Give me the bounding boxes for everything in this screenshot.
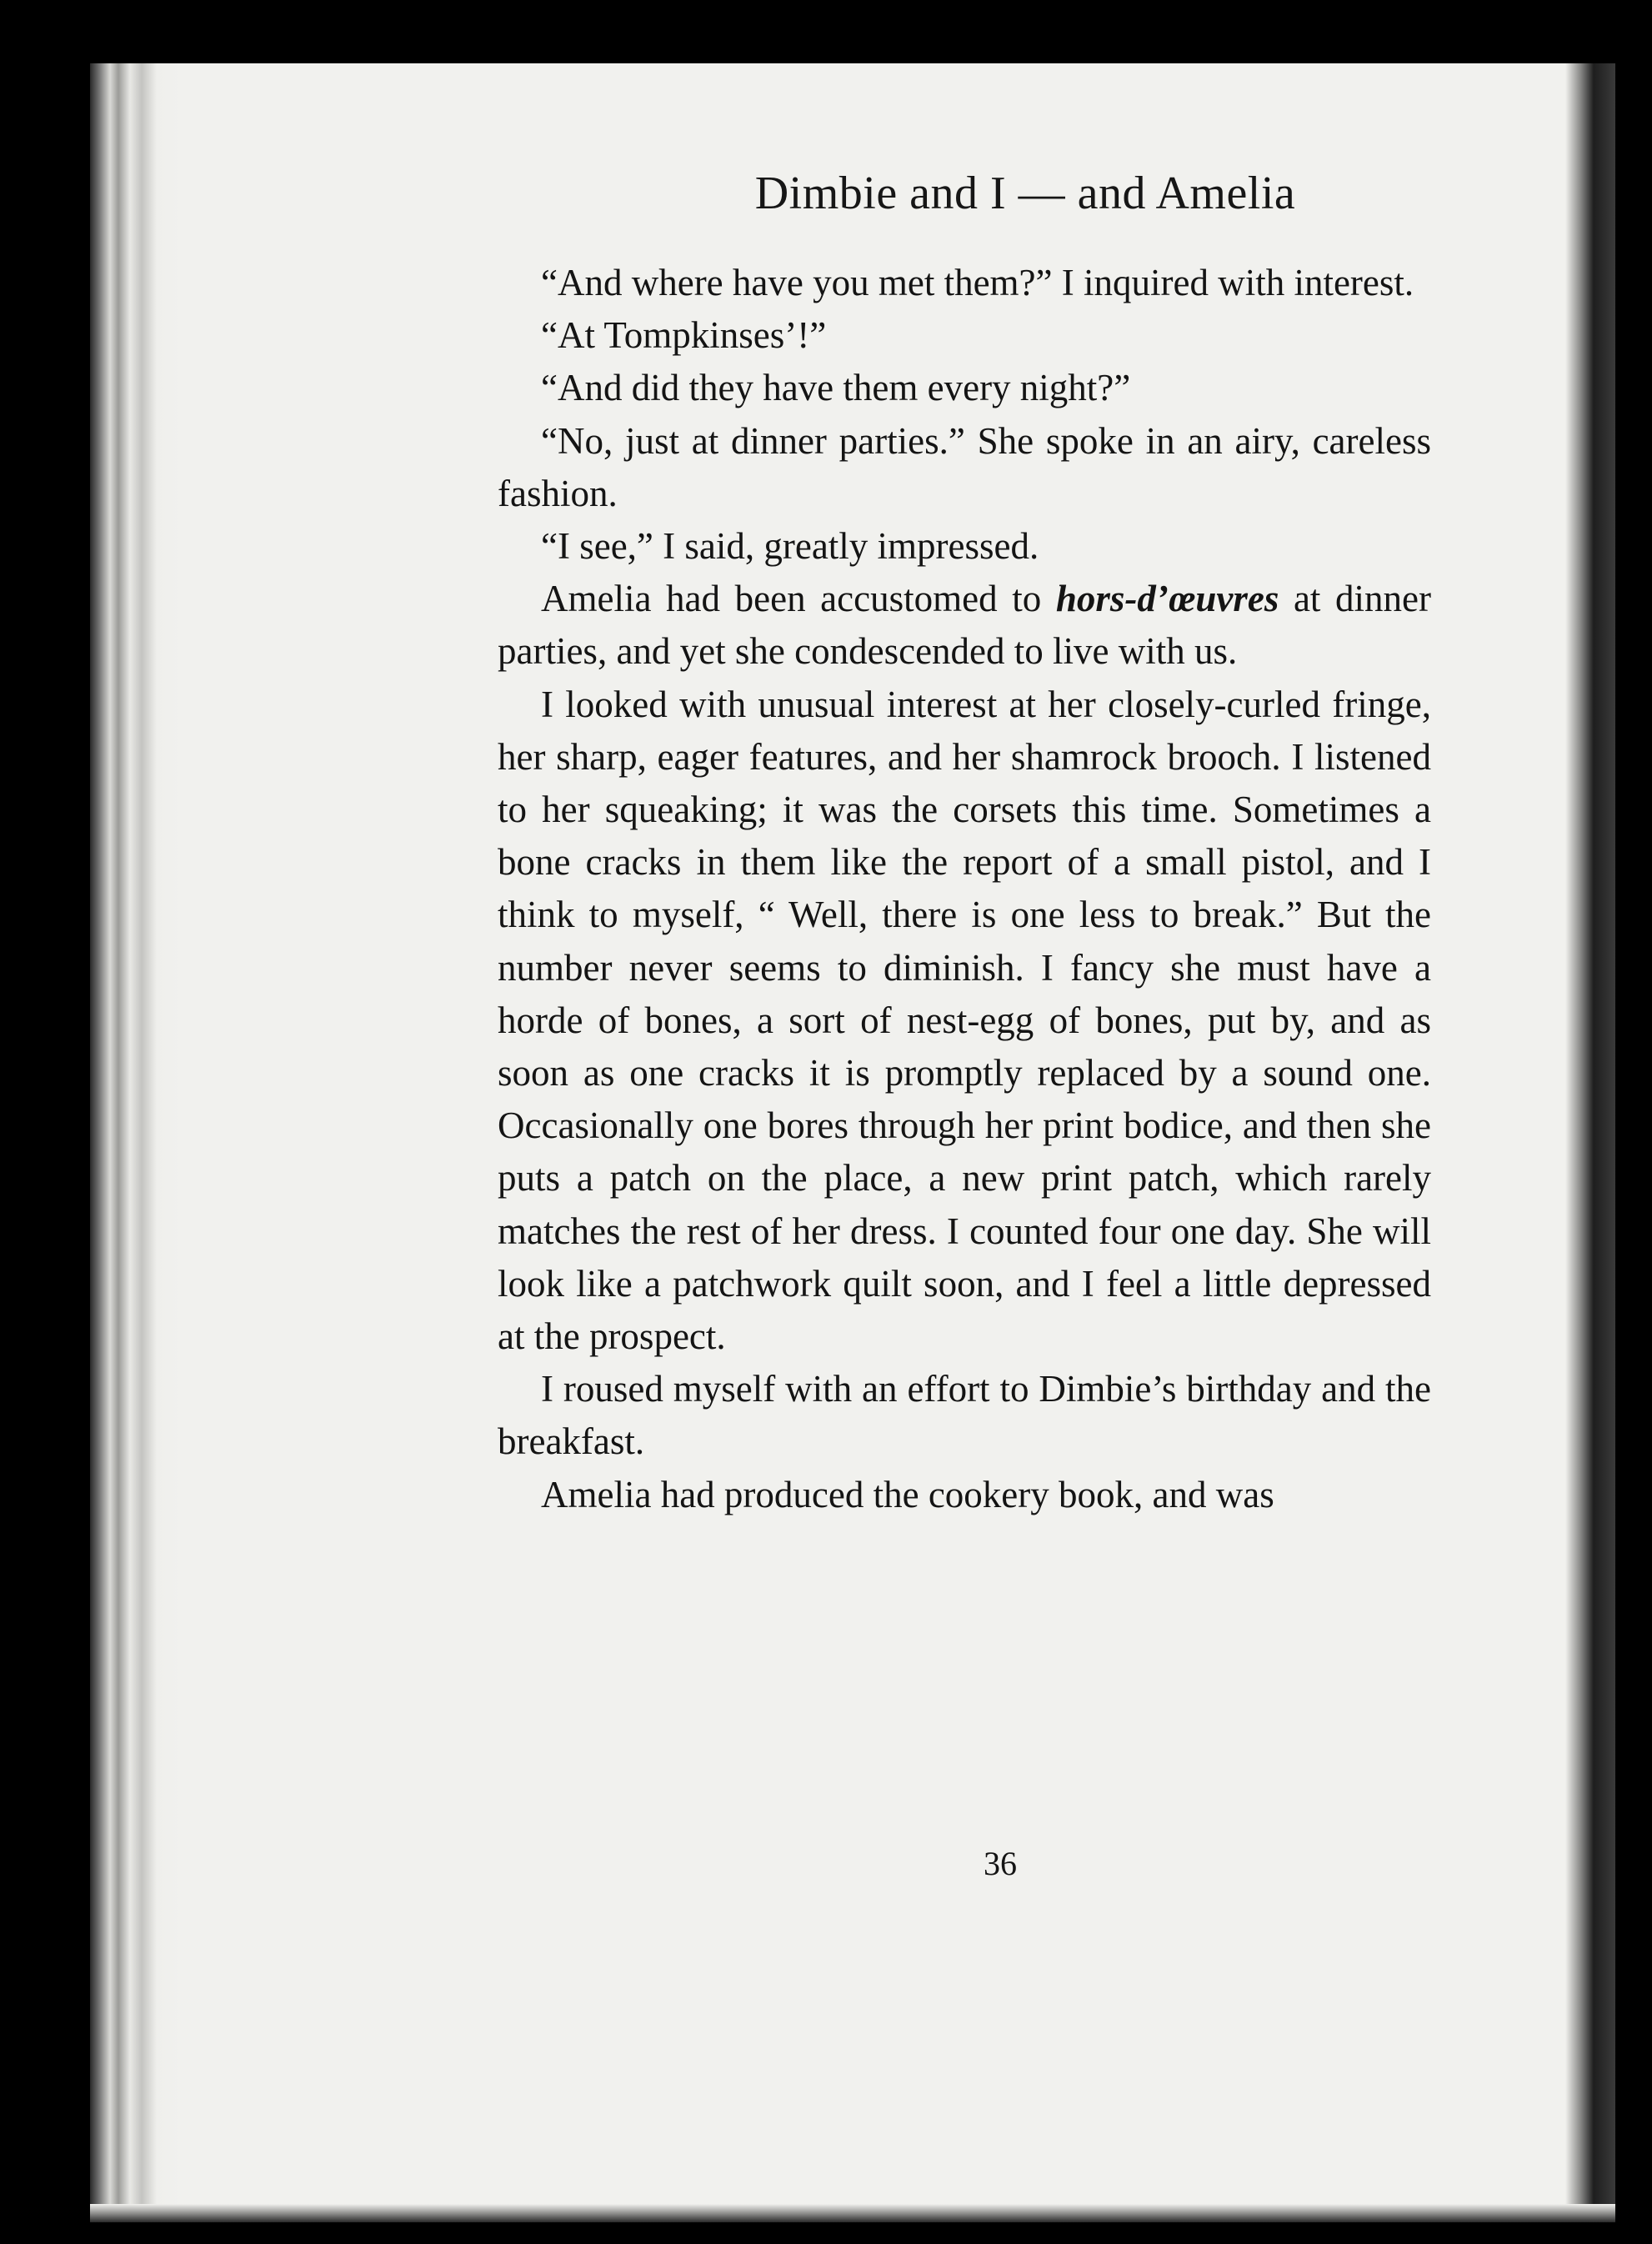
paragraph: I looked with unusual interest at her closely-curled fringe, her sharp, eager features, and her shamrock brooch. I listened to her squeaking; it was the corsets this time. Sometimes a bone cracks in them like the report of a small pistol, and I think to myself, “ Well, there is one less to break.” But the number never seems to diminish. I fancy she must have a horde of bones, a sort of nest-egg of bones, put by, and as soon as one cracks it is promptly replaced by a sound one. Occasionally one bores through her print bodice, and then she puts a patch on the place, a new print patch, which rarely matches the rest of her dress. I counted four one day. She will look like a patchwork quilt soon, and I feel a little depressed at the prospect. bbox=[498, 683, 1431, 1358]
paragraph-text: at dinner parties, and yet she condescended to live with us. bbox=[498, 578, 1431, 673]
paragraph: I roused myself with an effort to Dimbie’s birthday and the breakfast. bbox=[498, 1368, 1431, 1463]
paragraph: “And did they have them every night?” bbox=[541, 367, 1131, 409]
page-binding-gutter bbox=[90, 63, 182, 2222]
paragraph-text: Amelia had been accustomed to bbox=[541, 578, 1056, 620]
paragraph: “At Tompkinses’!” bbox=[541, 314, 827, 357]
paragraph: “I see,” I said, greatly impressed. bbox=[541, 525, 1039, 568]
page-bottom-edge bbox=[90, 2204, 1615, 2222]
running-head: Dimbie and I — and Amelia bbox=[754, 168, 1296, 219]
paragraph bbox=[498, 573, 1431, 678]
body-text bbox=[498, 257, 1431, 1521]
page-right-edge bbox=[1565, 63, 1615, 2222]
italic-term: hors-d’œuvres bbox=[1055, 578, 1279, 620]
paragraph: Amelia had produced the cookery book, and was bbox=[541, 1473, 1274, 1515]
page-number: 36 bbox=[984, 1845, 1017, 1882]
paragraph: “No, just at dinner parties.” She spoke in an airy, careless fashion. bbox=[498, 419, 1431, 514]
paragraph: “And where have you met them?” I inquired with interest. bbox=[541, 262, 1414, 303]
